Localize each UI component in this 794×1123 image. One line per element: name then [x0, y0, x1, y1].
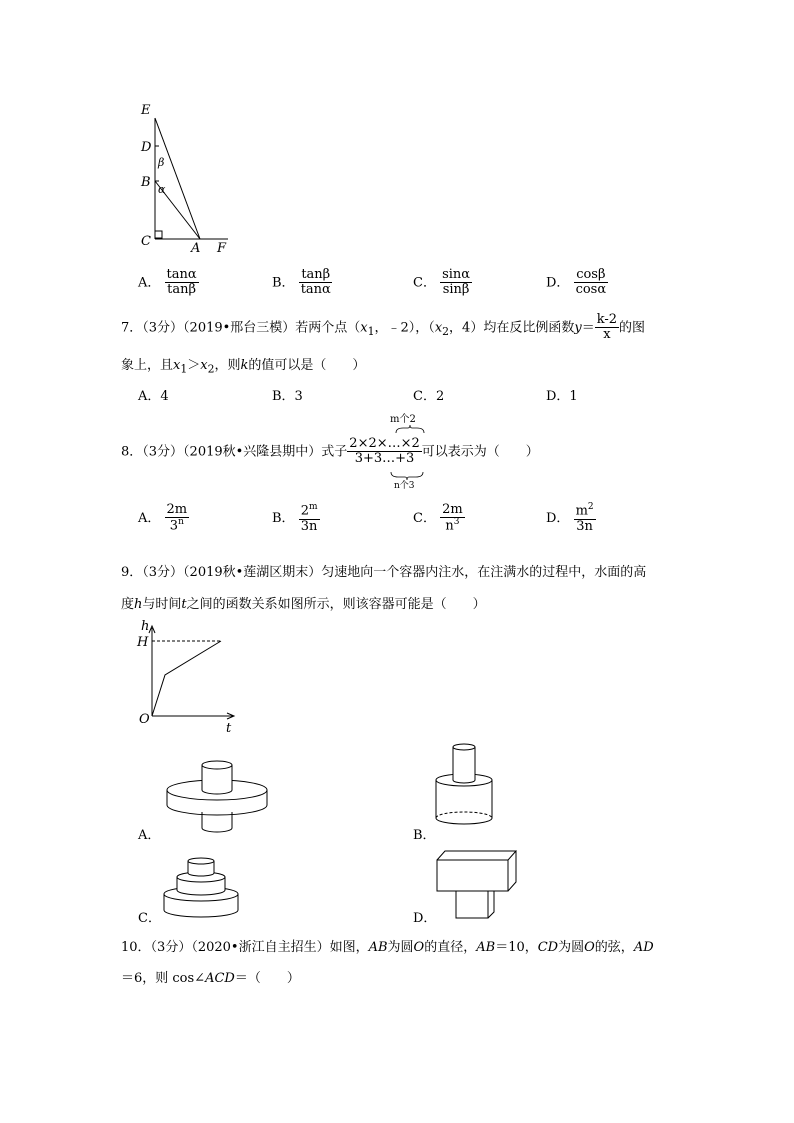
label-C: C — [141, 234, 151, 249]
q8-expression-fraction: $\frac{2\times 2\times\dots\times 2}{3+3\dots+3}$ — [349, 436, 420, 467]
label-D: D — [141, 140, 152, 155]
label-F: F — [217, 241, 227, 256]
q6-option-c[interactable]: C． $\frac{\sin\alpha}{\sin\beta}$ — [413, 267, 471, 298]
q8-option-a[interactable]: A． $\frac{2m}{3^n}$ — [138, 502, 188, 534]
graph-label-O: O — [139, 712, 150, 727]
q9-option-a-container-figure — [160, 760, 275, 840]
label-E: E — [141, 103, 151, 118]
q7-option-d[interactable]: D．1 — [546, 389, 578, 404]
q9-stem-line2: 度h与时间t之间的函数关系如图所示，则该容器可能是（ ） — [121, 597, 486, 612]
q7-option-b[interactable]: B．3 — [272, 389, 303, 404]
q8-option-d-fraction: $\frac{m^2}{3n}$ — [575, 502, 594, 534]
q9-stem-line1: 9．（3分）（2019秋•莲湖区期末）匀速地向一个容器内注水，在注满水的过程中，水面的高 — [121, 565, 647, 580]
q6-option-b[interactable]: B． $\frac{\tan\beta}{\tan\alpha}$ — [272, 267, 331, 298]
q7-stem-line1: 7．（3分）（2019•邢台三模）若两个点（$x_1$，﹣2），（$x_2$，4）均在反比例函数y＝ $\frac{k-2}{x}$ 的图 — [121, 312, 646, 343]
q8-brace-top-label: m个2 — [390, 414, 416, 425]
q7-option-a[interactable]: A．4 — [138, 389, 169, 404]
label-beta: β — [158, 156, 165, 169]
q10-stem-line1: 10．（3分）（2020•浙江自主招生）如图，AB为圆O的直径，AB＝10，CD为圆O的弦，AD — [121, 940, 654, 955]
q9-option-d-container-figure — [436, 848, 520, 922]
q6-option-d[interactable]: D． $\frac{\cos\beta}{\cos\alpha}$ — [546, 267, 607, 298]
q7-option-c[interactable]: C．2 — [413, 389, 445, 404]
q9-option-b[interactable]: B． — [413, 828, 436, 843]
q8-stem: 8．（3分）（2019秋•兴隆县期中）式子 $\frac{2\times 2\times\dots\times 2}{3+3\dots+3}$ 可以表示为（ ） — [121, 436, 539, 467]
graph-label-H: H — [137, 635, 149, 650]
graph-label-h: h — [141, 619, 150, 634]
q9-option-d[interactable]: D． — [413, 911, 437, 926]
q8-option-d[interactable]: D． $\frac{m^2}{3n}$ — [546, 502, 594, 534]
q6-option-d-fraction: $\frac{\cos\beta}{\cos\alpha}$ — [575, 267, 607, 298]
q9-option-c[interactable]: C． — [138, 911, 161, 926]
q8-option-a-fraction: $\frac{2m}{3^n}$ — [166, 502, 188, 534]
q9-height-time-graph — [135, 618, 245, 736]
q8-option-c-fraction: $\frac{2m}{n^3}$ — [442, 502, 463, 534]
q9-option-c-container-figure — [162, 852, 242, 922]
q6-option-a[interactable]: A． $\frac{\tan\alpha}{\tan\beta}$ — [138, 267, 197, 298]
q9-option-a[interactable]: A． — [138, 828, 161, 843]
q8-brace-bottom-label: n个3 — [394, 481, 415, 491]
graph-label-t: t — [226, 721, 232, 736]
q7-stem-line2: 象上，且$x_1>x_2$，则k的值可以是（ ） — [121, 358, 366, 376]
q6-triangle-figure — [135, 98, 235, 258]
q8-overbrace — [395, 424, 425, 434]
label-alpha: α — [158, 183, 166, 196]
q6-option-b-fraction: $\frac{\tan\beta}{\tan\alpha}$ — [300, 267, 331, 298]
q7-function-fraction: $\frac{k-2}{x}$ — [596, 312, 618, 343]
q8-option-c[interactable]: C． $\frac{2m}{n^3}$ — [413, 502, 463, 534]
q9-option-b-container-figure — [432, 740, 497, 840]
label-B: B — [141, 175, 151, 190]
q6-option-c-fraction: $\frac{\sin\alpha}{\sin\beta}$ — [442, 267, 471, 298]
q10-stem-line2: ＝6，则 cos∠ACD＝（ ） — [121, 971, 300, 986]
q8-option-b[interactable]: B． $\frac{2^m}{3n}$ — [272, 502, 318, 534]
q8-option-b-fraction: $\frac{2^m}{3n}$ — [300, 502, 318, 534]
label-A: A — [191, 241, 201, 256]
q6-option-a-fraction: $\frac{\tan\alpha}{\tan\beta}$ — [166, 267, 197, 298]
